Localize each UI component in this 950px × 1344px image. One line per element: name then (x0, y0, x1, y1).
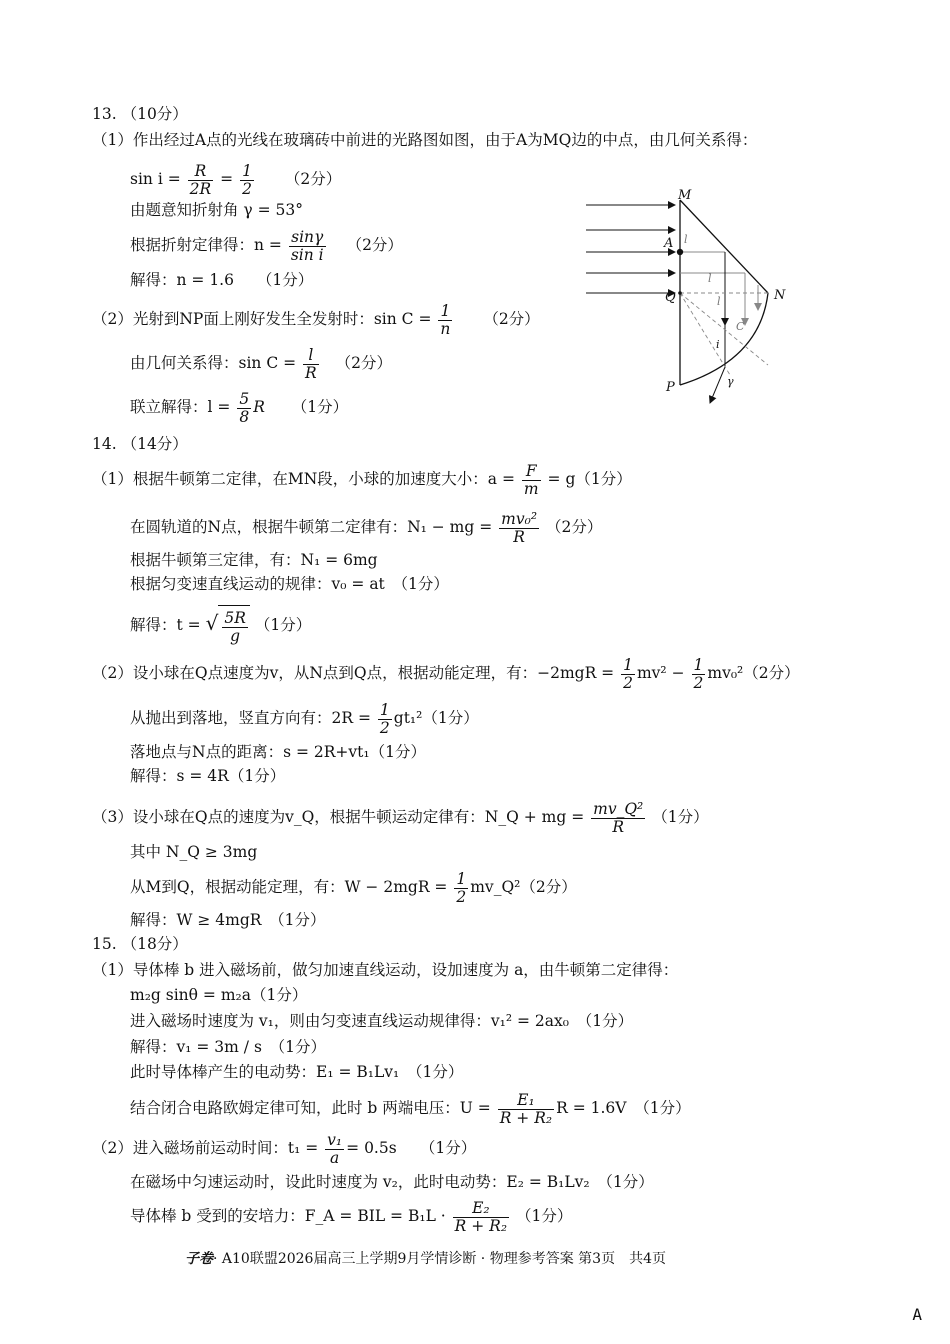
frac-num: mv_Q² (593, 799, 644, 818)
part2-intro: （2）光射到NP面上刚好发生全发射时：sin C = (92, 310, 432, 328)
u-tail: R = 1.6V （1分） (556, 1099, 691, 1117)
score: （2分） (346, 236, 403, 254)
frac-den: R + R₂ (499, 1108, 553, 1127)
frac-num: 5 (239, 389, 250, 408)
q15-newton: m₂g sinθ = m₂a（1分） (130, 986, 308, 1004)
q13-geom-equation (130, 342, 392, 384)
score: （1分） (254, 616, 312, 634)
t1-tail: = 0.5s （1分） (346, 1139, 477, 1157)
frac-num: 1 (242, 161, 252, 180)
label-l: l (708, 272, 712, 285)
u-label: 结合闭合电路欧姆定律可知，此时 b 两端电压：U = (130, 1099, 491, 1117)
q13-sin-i-equation (130, 158, 341, 200)
part1-intro: （1）根据牛顿第二定律，在MN段，小球的加速度大小：a = (92, 470, 515, 488)
score: （2分） (545, 518, 603, 536)
frac-den: a (330, 1148, 340, 1167)
ke-a-tail: mv² − (636, 664, 685, 682)
frac-den: R (513, 527, 525, 546)
frac-num: 1 (438, 303, 452, 321)
frac-den: 2 (623, 673, 633, 692)
frac-den: R (305, 363, 317, 382)
vert-label: 从抛出到落地，竖直方向有：2R = (130, 709, 371, 727)
frac-num: 1 (693, 655, 704, 674)
optics-diagram (580, 185, 810, 410)
frac-num: 1 (623, 655, 633, 674)
part2-label: （2）进入磁场前运动时间：t₁ = (92, 1139, 319, 1157)
score: （1分） (516, 1207, 573, 1225)
frac-num: l (303, 347, 319, 365)
work-tail: mv_Q²（2分） (470, 878, 577, 896)
label-i: i (716, 338, 720, 351)
score: （1分） (291, 398, 349, 416)
circ-label: 在圆轨道的N点，根据牛顿第二定律有：N₁ − mg = (130, 518, 493, 536)
frac-den: 2 (693, 673, 704, 692)
score: （2分） (335, 354, 393, 372)
q13-n-result (130, 270, 313, 290)
part3-intro: （3）设小球在Q点的速度为v_Q，根据牛顿运动定律有：N_Q + mg = (92, 808, 585, 826)
vert-tail: gt₁²（1分） (393, 709, 479, 727)
point-A (677, 249, 683, 255)
work-label: 从M到Q，根据动能定理，有：W − 2mgR = (130, 878, 448, 896)
q14-header: 14. （14分） (92, 435, 188, 453)
q14-nq-condition: 其中 N_Q ≥ 3mg (130, 843, 258, 861)
label-P: P (666, 380, 675, 395)
eq-sign: = (220, 170, 234, 188)
score: （1分） (652, 808, 709, 826)
q15-v1-equation: 进入磁场时速度为 v₁，则由匀变速直线运动规律得：v₁² = 2ax₀ （1分） (130, 1012, 634, 1030)
frac-den: 8 (239, 407, 250, 426)
q13-header: 13. （10分） (92, 105, 188, 123)
page-footer (185, 1248, 666, 1268)
q15-header: 15. （18分） (92, 935, 188, 953)
glass-brick (680, 200, 768, 385)
force-label: 导体棒 b 受到的安培力：F_A = BIL = B₁L · (130, 1207, 446, 1225)
frac-den: R (612, 817, 625, 836)
geom-label: 由几何关系得：sin C = (130, 354, 297, 372)
t-label: 解得：t = (130, 616, 201, 634)
frac-num: E₂ (453, 1200, 509, 1218)
frac-num: R (188, 163, 214, 181)
q14-w-result: 解得：W ≥ 4mgR （1分） (130, 911, 326, 929)
frac-num: 5R (224, 609, 246, 627)
q15-v1-result: 解得：v₁ = 3m / s （1分） (130, 1038, 327, 1056)
ke-b-tail: mv₀²（2分） (707, 664, 800, 682)
frac-num: E₁ (498, 1092, 554, 1110)
q15-part1-intro: （1）导体棒 b 进入磁场前，做匀加速直线运动，设加速度为 a，由牛顿第二定律得： (92, 961, 679, 979)
label-Q: Q (665, 290, 676, 305)
label-gamma: γ (727, 375, 734, 388)
frac-den: g (230, 627, 241, 645)
frac-den: R + R₂ (454, 1216, 508, 1235)
frac-num: F (522, 463, 541, 481)
frac-den: 2 (242, 179, 252, 198)
q15-uniform-emf: 在磁场中匀速运动时，设此时速度为 v₂，此时电动势：E₂ = B₁Lv₂ （1分） (130, 1173, 654, 1191)
q14-s-result: 解得：s = 4R（1分） (130, 767, 286, 785)
frac-num: v₁ (327, 1130, 343, 1149)
label-M: M (678, 188, 692, 203)
incident-rays (586, 205, 675, 293)
score: （1分） (256, 271, 314, 289)
label-A: A (664, 236, 674, 251)
score: （2分） (284, 170, 342, 188)
label-C: C (736, 320, 745, 333)
q14-t-result: 解得：t = √ $\frac{5R}{g}$ （1分） (130, 602, 311, 648)
accel-tail: = g（1分） (547, 470, 632, 488)
q13-snell-equation (130, 224, 403, 266)
frac-den: 2 (456, 887, 467, 906)
q14-part1-accel (92, 458, 632, 500)
q14-vertical (130, 697, 479, 739)
corner-mark: A (912, 1305, 922, 1324)
frac-num: sinγ (289, 229, 326, 247)
frac-num: 1 (456, 869, 467, 888)
brand-logo: 子卷 (185, 1251, 213, 1267)
frac-den: n (440, 319, 451, 338)
q15-voltage (130, 1087, 691, 1129)
q14-third-law: 根据牛顿第三定律，有：N₁ = 6mg (130, 551, 378, 569)
frac-num: mv₀² (501, 509, 538, 528)
q14-work-energy (130, 866, 577, 908)
q13-part2-equation (92, 298, 540, 340)
q13-l-result (130, 386, 348, 428)
snell-label: 根据折射定律得：n = (130, 236, 282, 254)
frac-den: 2R (189, 179, 212, 198)
q14-part3-newton (92, 796, 709, 838)
label-l: l (717, 295, 721, 308)
frac-den: m (523, 479, 539, 498)
sin-i-label: sin i = (130, 170, 181, 188)
q14-circular-equation (130, 506, 602, 548)
score: （2分） (483, 310, 540, 328)
l-label: 联立解得：l = (130, 398, 231, 416)
label-l: l (684, 233, 688, 246)
l-tail: R (253, 398, 265, 416)
q15-ampere-force (130, 1195, 572, 1237)
q14-distance: 落地点与N点的距离：s = 2R+vt₁（1分） (130, 743, 426, 761)
n-result: 解得：n = 1.6 (130, 271, 234, 289)
point-Q (678, 291, 682, 295)
label-N: N (774, 288, 786, 303)
q13-part1-intro: （1）作出经过A点的光线在玻璃砖中前进的光路图如图，由于A为MQ边的中点，由几何关系得： (92, 131, 758, 149)
q14-part2-energy (92, 652, 800, 694)
q14-uniform-motion: 根据匀变速直线运动的规律：v₀ = at （1分） (130, 575, 449, 593)
frac-num: 1 (379, 700, 390, 719)
q13-refraction-angle: 由题意知折射角 γ = 53° (130, 201, 304, 219)
footer-text: · A10联盟2026届高三上学期9月学情诊断 · 物理参考答案 第3页 共4页 (213, 1251, 666, 1267)
part2-intro: （2）设小球在Q点速度为v，从N点到Q点，根据动能定理，有：−2mgR = (92, 664, 615, 682)
frac-den: 2 (379, 718, 390, 737)
q15-emf: 此时导体棒产生的电动势：E₁ = B₁Lv₁ （1分） (130, 1063, 464, 1081)
q15-part2-time (92, 1127, 476, 1169)
frac-den: sin i (290, 245, 324, 264)
